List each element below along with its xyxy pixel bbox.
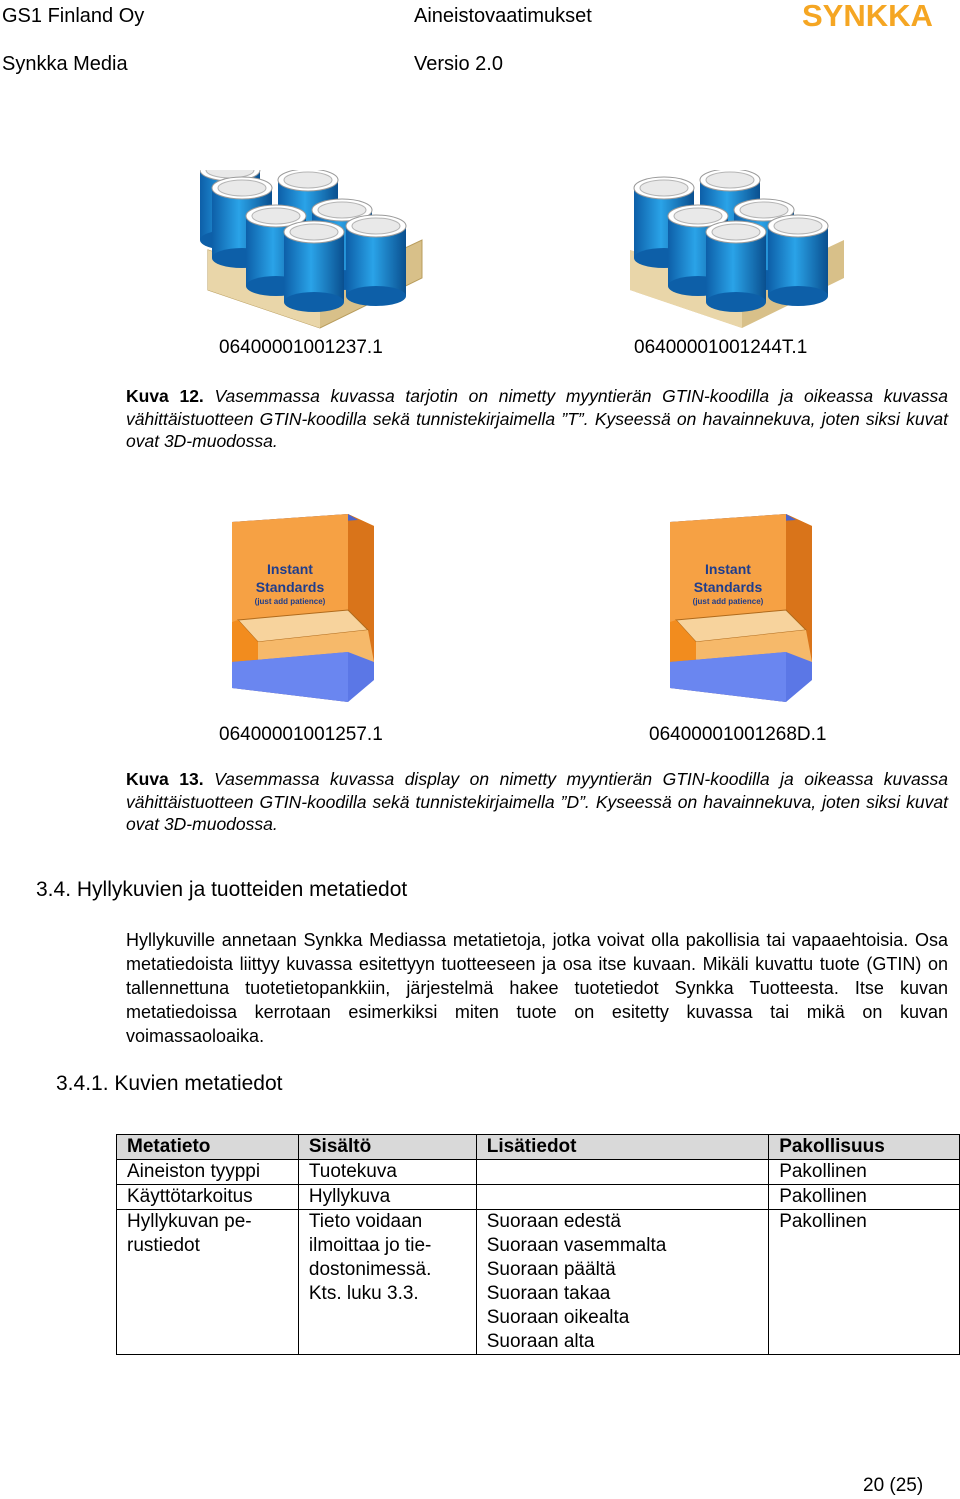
table-cell: [476, 1160, 768, 1185]
cell-line: ilmoittaa jo tie-: [308, 1235, 432, 1256]
caption-text: Vasemmassa kuvassa tarjotin on nimetty myyntierän GTIN-koodilla ja oikeassa kuvassa vähittäistuotteen GTIN-koodilla sekä tunnistekirjaimella ”T”. Kyseessä on havainnekuva, joten siksi kuvat ovat 3D-muodossa.: [126, 386, 948, 451]
cell-line: rustiedot: [127, 1235, 200, 1256]
column-header: Sisältö: [298, 1135, 476, 1160]
synkka-logo: SYNKKA: [802, 0, 933, 33]
cell-line: dostonimessä.: [308, 1259, 432, 1280]
table-cell: Pakollinen: [769, 1185, 960, 1210]
box-text-1: Instant: [267, 561, 313, 577]
section-title: Kuvien metatiedot: [114, 1072, 283, 1095]
section-paragraph: Hyllykuville annetaan Synkka Mediassa metatietoja, jotka voivat olla pakollisia tai vapaaehtoisia. Osa metatiedoista liittyy kuvassa esitettyyn tuotteeseen ja osa itse kuvaan. Mikäli kuvattu tuote (GTIN) on tallennettuna tuotetietopankkiin, järjestelmä hakee tuotetiedot Synkka Tuotteesta. Itse kuvan metatiedoissa kerrotaan esimerkiksi miten tuote on esitetty kuvassa tai mikä on kuvan voimassaoloaika.: [126, 930, 948, 1046]
figure-caption-13: [126, 768, 948, 836]
header-company: GS1 Finland Oy: [2, 5, 145, 27]
gtin-code-right: 06400001001244T.1: [634, 337, 808, 358]
figure-caption-12: [126, 385, 948, 453]
table-row: [117, 1185, 960, 1210]
table-row: [117, 1210, 960, 1355]
table-row: [117, 1160, 960, 1185]
cell-line: Pakollinen: [779, 1211, 867, 1232]
gtin-code-left: 06400001001237.1: [219, 337, 383, 358]
tray-of-cans-image-right: [622, 170, 852, 330]
cell-line: Tieto voidaan: [308, 1211, 423, 1232]
table-cell: [117, 1210, 299, 1355]
caption-label: Kuva 13.: [126, 769, 204, 789]
table-cell: [769, 1210, 960, 1355]
table-cell: [476, 1185, 768, 1210]
section-title: Hyllykuvien ja tuotteiden metatiedot: [76, 878, 408, 901]
box-text-3: (just add patience): [692, 597, 764, 606]
cell-line: Suoraan vasemmalta: [486, 1235, 667, 1256]
table-cell: Tuotekuva: [298, 1160, 476, 1185]
cell-line: Suoraan alta: [486, 1331, 595, 1352]
table-cell: Pakollinen: [769, 1160, 960, 1185]
gtin-code-left: 06400001001257.1: [219, 724, 383, 745]
gtin-code-right: 06400001001268D.1: [649, 724, 827, 745]
section-number: 3.4.1.: [56, 1072, 109, 1095]
cell-line: Suoraan päältä: [486, 1259, 616, 1280]
box-text-3: (just add patience): [254, 597, 326, 606]
section-heading-3-4: [36, 878, 407, 902]
table-cell: [476, 1210, 768, 1355]
column-header: Metatieto: [117, 1135, 299, 1160]
header-doc-title: Aineistovaatimukset: [414, 5, 592, 27]
cell-line: Suoraan edestä: [486, 1211, 621, 1232]
cell-line: Suoraan takaa: [486, 1283, 611, 1304]
cell-line: Suoraan oikealta: [486, 1307, 630, 1328]
table-cell: Aineiston tyyppi: [117, 1160, 299, 1185]
caption-text: Vasemmassa kuvassa display on nimetty myyntierän GTIN-koodilla ja oikeassa kuvassa vähittäistuotteen GTIN-koodilla sekä tunnistekirjaimella ”D”. Kyseessä on havainnekuva, joten siksi kuvat ovat 3D-muodossa.: [126, 769, 949, 834]
section-heading-3-4-1: [56, 1072, 283, 1096]
table-cell: Käyttötarkoitus: [117, 1185, 299, 1210]
column-header: Pakollisuus: [769, 1135, 960, 1160]
cell-line: Hyllykuvan pe-: [127, 1211, 252, 1232]
section-number: 3.4.: [36, 878, 72, 901]
cell-line: Kts. luku 3.3.: [308, 1283, 419, 1304]
header-product: Synkka Media: [2, 53, 128, 75]
metadata-table: [116, 1134, 960, 1355]
display-box-image-left: [228, 512, 378, 712]
display-box-image-right: [666, 512, 816, 712]
page-number: 20 (25): [863, 1475, 924, 1496]
table-cell: [298, 1210, 476, 1355]
tray-of-cans-image-left: [200, 170, 430, 330]
header-version: Versio 2.0: [414, 53, 503, 75]
table-header-row: [117, 1135, 960, 1160]
box-text-1: Instant: [705, 561, 751, 577]
caption-label: Kuva 12.: [126, 386, 204, 406]
box-text-2: Standards: [255, 579, 325, 595]
box-text-2: Standards: [693, 579, 763, 595]
column-header: Lisätiedot: [476, 1135, 768, 1160]
table-cell: Hyllykuva: [298, 1185, 476, 1210]
